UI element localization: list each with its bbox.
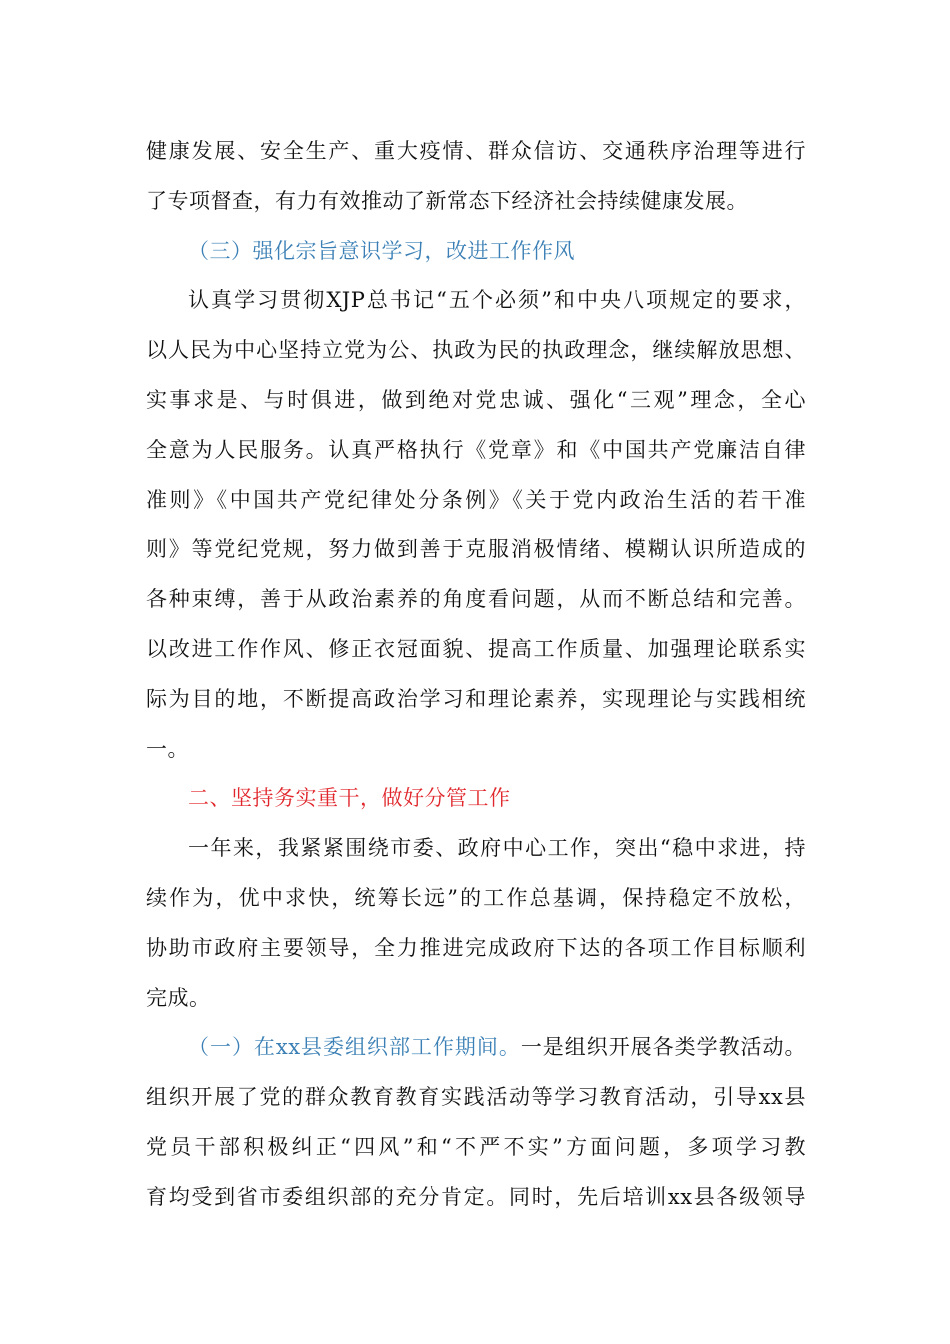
paragraph-line: 育均受到省市委组织部的充分肯定。同时，先后培训xx县各级领导 [146, 1184, 806, 1209]
paragraph-text: 一是组织开展各类学教活动。 [520, 1035, 807, 1060]
paragraph-line: 实事求是、与时俱进，做到绝对党忠诚、强化“三观”理念，全心 [146, 387, 806, 412]
paragraph-line: 以改进工作作风、修正衣冠面貌、提高工作质量、加强理论联系实 [146, 636, 806, 661]
paragraph-line: 全意为人民服务。认真严格执行《党章》和《中国共产党廉洁自律 [146, 437, 806, 462]
paragraph-line-with-heading [146, 1023, 806, 1073]
document-body [146, 127, 806, 1223]
paragraph-line: 准则》《中国共产党纪律处分条例》《关于党内政治生活的若干准 [146, 487, 806, 512]
paragraph-line: 党员干部积极纠正“四风”和“不严不实”方面问题，多项学习教 [146, 1134, 806, 1159]
paragraph-line: 协助市政府主要领导，全力推进完成政府下达的各项工作目标顺利 [146, 935, 806, 960]
paragraph-line: 续作为，优中求快，统筹长远”的工作总基调，保持稳定不放松， [146, 885, 806, 910]
paragraph-line: 一。 [146, 736, 189, 761]
paragraph-line: 一年来，我紧紧围绕市委、政府中心工作，突出“稳中求进，持 [188, 836, 806, 861]
paragraph-line: 际为目的地，不断提高政治学习和理论素养，实现理论与实践相统 [146, 686, 806, 711]
paragraph-line: 了专项督查，有力有效推动了新常态下经济社会持续健康发展。 [146, 188, 748, 213]
paragraph-line: 健康发展、安全生产、重大疫情、群众信访、交通秩序治理等进行 [146, 139, 806, 163]
paragraph-line: 以人民为中心坚持立党为公、执政为民的执政理念，继续解放思想、 [146, 338, 806, 363]
paragraph-line: 完成。 [146, 985, 211, 1010]
paragraph-line: 则》等党纪党规，努力做到善于克服消极情绪、模糊认识所造成的 [146, 537, 806, 562]
paragraph-line: 认真学习贯彻XJP总书记“五个必须”和中央八项规定的要求， [188, 288, 806, 313]
subsection-heading-1: （一）在xx县委组织部工作期间。 [188, 1035, 521, 1060]
paragraph-line: 组织开展了党的群众教育教育实践活动等学习教育活动，引导xx县 [146, 1085, 806, 1110]
section-heading-3: （三）强化宗旨意识学习，改进工作作风 [188, 238, 575, 263]
section-heading-2: 二、坚持务实重干，做好分管工作 [188, 786, 511, 811]
paragraph-line: 各种束缚，善于从政治素养的角度看问题，从而不断总结和完善。 [146, 587, 806, 612]
